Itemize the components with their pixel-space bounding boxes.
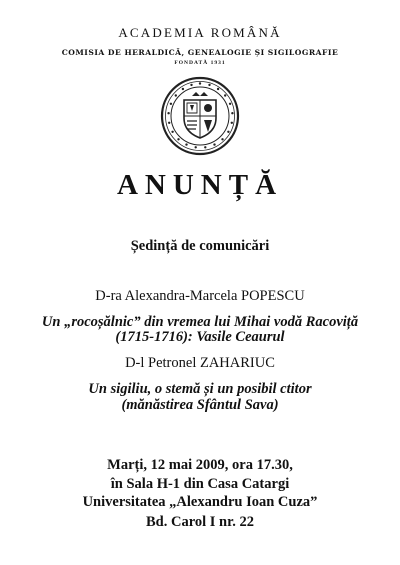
event-address: Bd. Carol I nr. 22 [146, 514, 254, 530]
session-subtitle: Ședință de comunicări [130, 238, 270, 254]
announcement-title: ANUNȚĂ [116, 169, 284, 201]
speaker-name: D-ra Alexandra-Marcela POPESCU [95, 288, 305, 304]
founded-year: FONDATĂ 1931 [174, 60, 226, 66]
talk-title-line: Un sigiliu, o stemă și un posibil ctitor [88, 381, 312, 397]
commission-name: COMISIA DE HERALDICĂ, GENEALOGIE ȘI SIGILOGRAFIE [61, 48, 339, 57]
heraldic-seal-icon [160, 76, 240, 156]
speaker-name: D-l Petronel ZAHARIUC [125, 355, 275, 371]
event-date-time: Marți, 12 mai 2009, ora 17.30, [107, 457, 293, 473]
talk-title-line: (mănăstirea Sfântul Sava) [121, 397, 279, 413]
academy-name: ACADEMIA ROMÂNĂ [118, 25, 282, 40]
talk-title-line: Un „rocoșălnic” din vremea lui Mihai vodă Racoviță [41, 314, 359, 330]
talk-title-line: (1715-1716): Vasile Ceaurul [115, 329, 285, 345]
event-room: în Sala H-1 din Casa Catargi [110, 476, 290, 492]
event-university: Universitatea „Alexandru Ioan Cuza” [82, 494, 318, 510]
